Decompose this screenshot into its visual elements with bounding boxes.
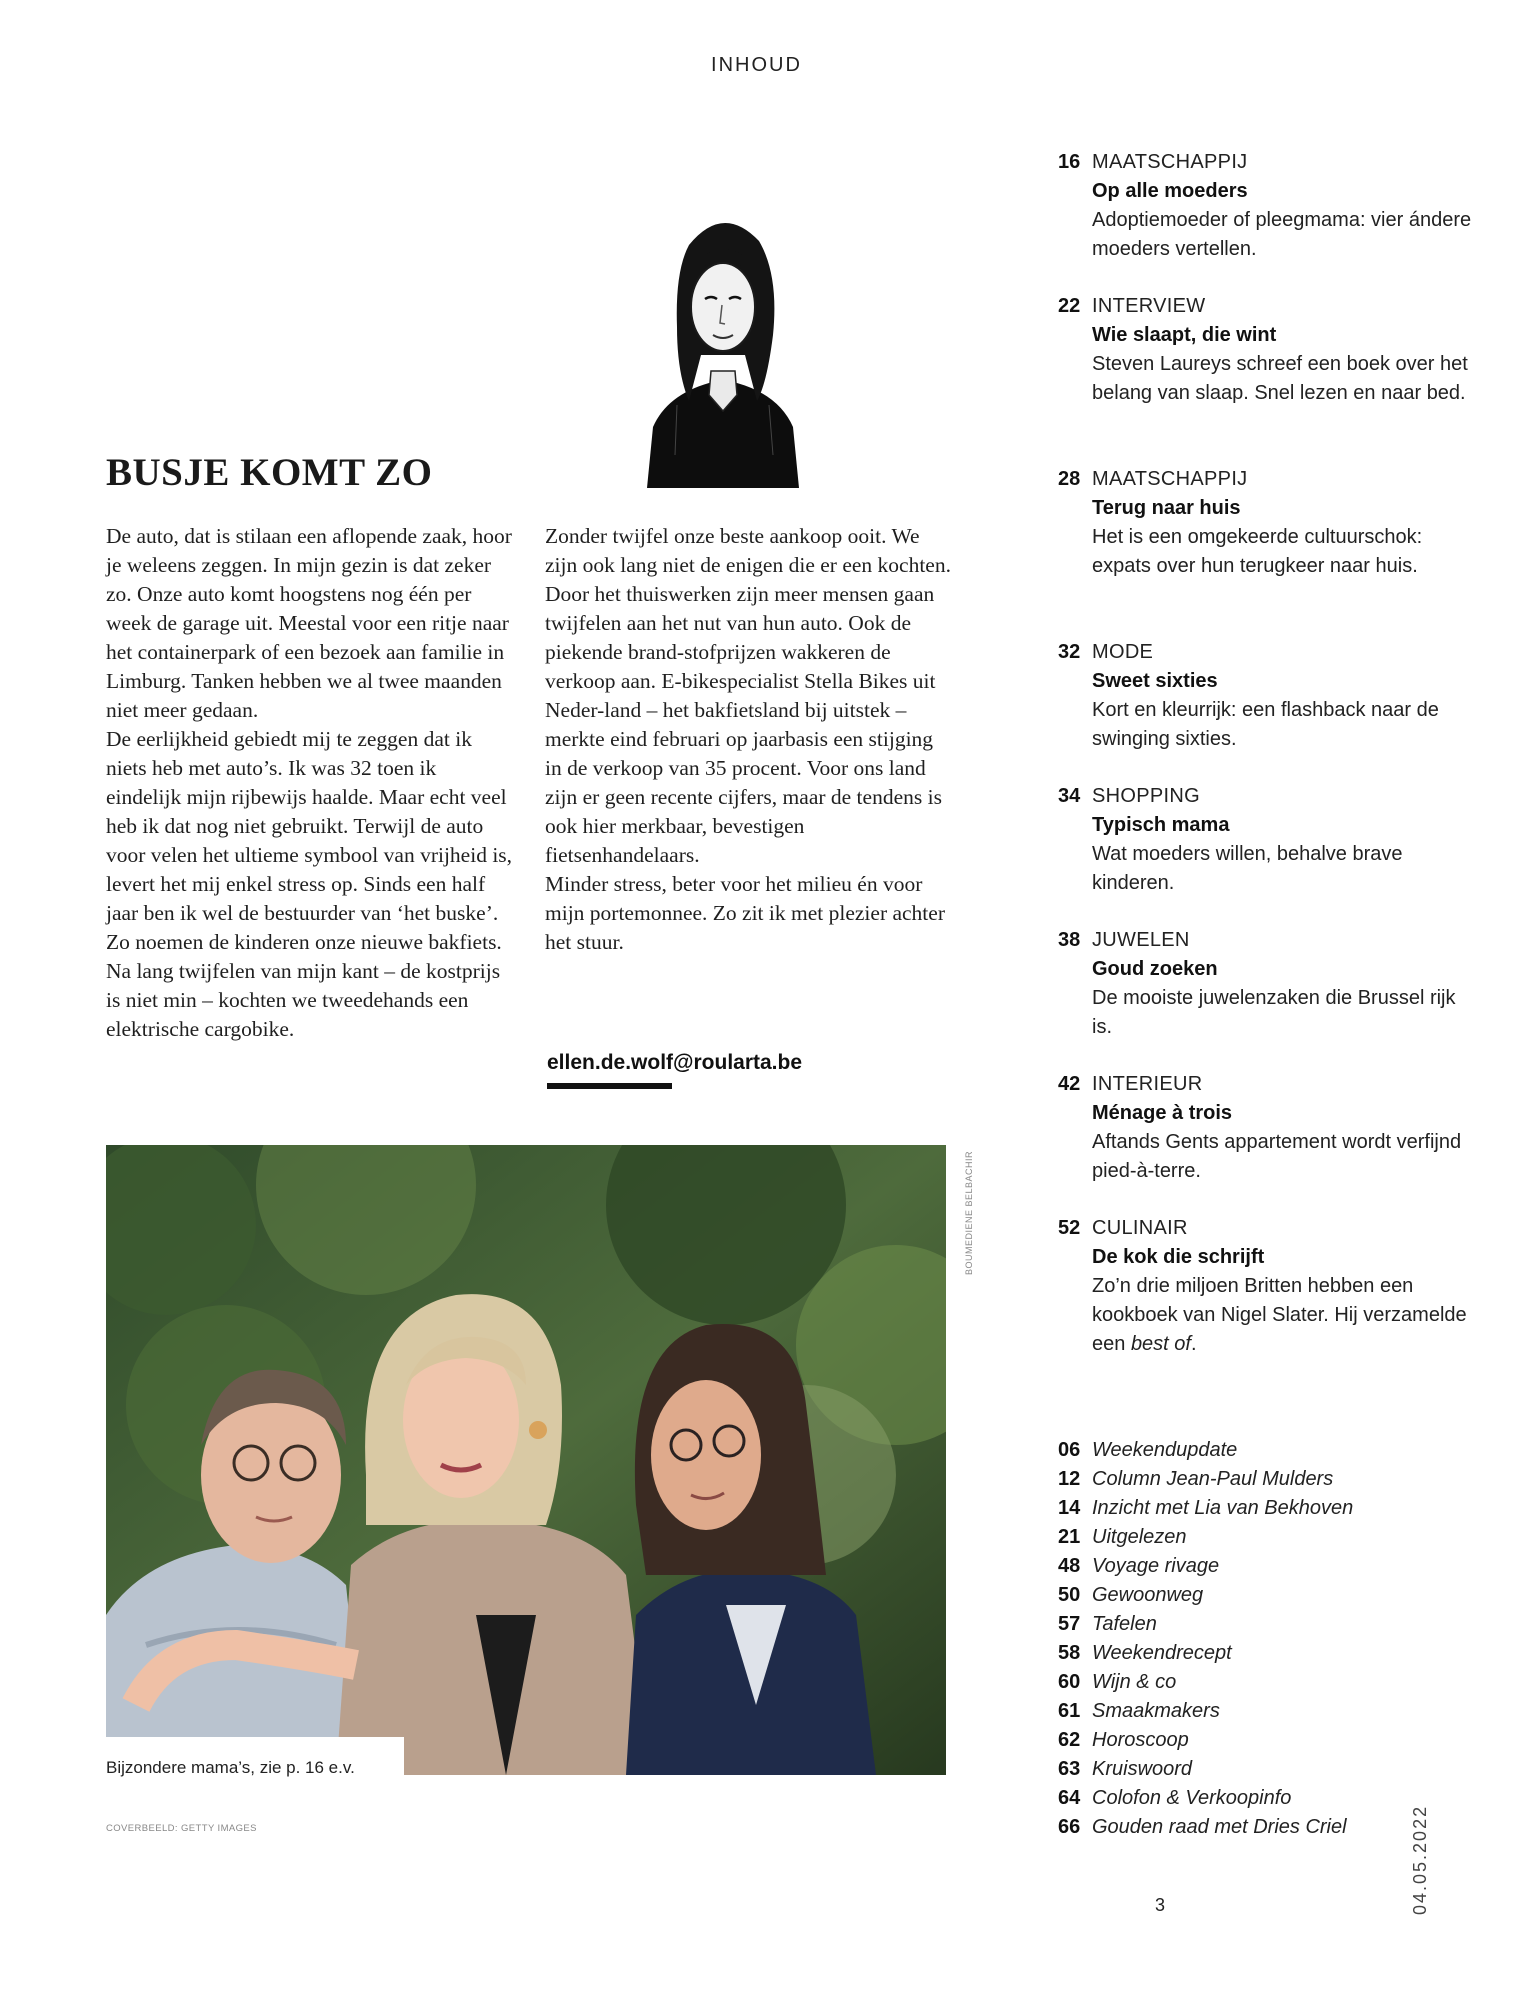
author-portrait <box>617 205 829 488</box>
toc-category: MAATSCHAPPIJ <box>1092 151 1248 173</box>
toc-entry[interactable] <box>1058 926 1478 1042</box>
toc-description: Het is een omgekeerde cultuurschok: expats over hun terugkeer naar huis. <box>1092 526 1423 577</box>
editorial-paragraph: De eerlijkheid gebiedt mij te zeggen dat ik niets heb met auto’s. Ik was 32 toen ik eindelijk mijn rijbewijs haalde. Maar echt veel heb ik dat nog niet gebruikt. Terwijl de auto voor velen het ultieme symbool van vrijheid is, levert het mij enkel stress op. Sinds een half jaar ben ik wel de bestuurder van ‘het buske’. Zo noemen de kinderen onze nieuwe bakfiets. Na lang twijfelen van mijn kant – de kostprijs is niet min – kochten we tweedehands een elektrische cargobike. <box>106 727 513 1041</box>
editorial-paragraph: Zonder twijfel onze beste aankoop ooit. We zijn ook lang niet de enigen die er een kochten. Door het thuiswerken zijn meer mensen gaan twijfelen aan het nut van hun auto. Ook de piekende brand-stofprijzen wakkeren de verkoop aan. E-bikespecialist Stella Bikes uit Neder-land – het bakfietsland bij uitstek – merkte eind februari op jaarbasis een stijging in de verkoop van 35 procent. Voor ons land zijn er geen recente cijfers, maar de tendens is ook hier merkbaar, bevestigen fietsenhandelaars. <box>545 524 951 867</box>
toc-entry[interactable] <box>1058 465 1478 581</box>
toc-entry[interactable] <box>1058 292 1478 408</box>
editorial-column-left <box>106 522 516 1044</box>
toc-title: Sweet sixties <box>1092 670 1218 692</box>
toc-page-number: 22 <box>1058 295 1081 317</box>
toc-page-number: 32 <box>1058 641 1081 663</box>
list-item[interactable]: 21 Uitgelezen <box>1058 1526 1187 1548</box>
toc-description: Zo’n drie miljoen Britten hebben een kookboek van Nigel Slater. Hij verzamelde een best of. <box>1092 1275 1467 1355</box>
toc-description: De mooiste juwelenzaken die Brussel rijk is. <box>1092 987 1456 1038</box>
toc-category: CULINAIR <box>1092 1217 1188 1239</box>
toc-category: MODE <box>1092 641 1154 663</box>
editorial-column-right <box>545 522 955 957</box>
photo-caption: Bijzondere mama’s, zie p. 16 e.v. <box>106 1758 355 1777</box>
list-item[interactable]: 62 Horoscoop <box>1058 1729 1189 1751</box>
toc-description: Adoptiemoeder of pleegmama: vier ándere moeders vertellen. <box>1092 209 1472 260</box>
toc-page-number: 52 <box>1058 1217 1081 1239</box>
photo-credit: BOUMEDIENE BELBACHIR <box>964 1150 974 1275</box>
section-header: INHOUD <box>711 54 802 76</box>
list-item[interactable]: 60 Wijn & co <box>1058 1671 1177 1693</box>
toc-page-number: 42 <box>1058 1073 1081 1095</box>
editorial-title: BUSJE KOMT ZO <box>106 451 433 494</box>
toc-title: Terug naar huis <box>1092 497 1241 519</box>
toc-category: SHOPPING <box>1092 785 1200 807</box>
list-item[interactable]: 06 Weekendupdate <box>1058 1439 1238 1461</box>
secondary-contents-list <box>1058 1436 1438 1842</box>
toc-entry[interactable] <box>1058 148 1478 264</box>
toc-title: Typisch mama <box>1092 814 1230 836</box>
toc-entry[interactable] <box>1058 1070 1478 1186</box>
toc-page-number: 28 <box>1058 468 1081 490</box>
issue-date: 04.05.2022 <box>1410 1804 1430 1915</box>
toc-title: Goud zoeken <box>1092 958 1218 980</box>
toc-description: Kort en kleurrijk: een flashback naar de swinging sixties. <box>1092 699 1439 750</box>
toc-description: Steven Laureys schreef een boek over het belang van slaap. Snel lezen en naar bed. <box>1092 353 1468 404</box>
list-item[interactable]: 14 Inzicht met Lia van Bekhoven <box>1058 1497 1354 1519</box>
cover-credit: COVERBEELD: GETTY IMAGES <box>106 1823 257 1834</box>
list-item[interactable]: 61 Smaakmakers <box>1058 1700 1220 1722</box>
toc-title: Wie slaapt, die wint <box>1092 324 1277 346</box>
list-item[interactable]: 63 Kruiswoord <box>1058 1758 1193 1780</box>
toc-title: De kok die schrijft <box>1092 1246 1265 1268</box>
toc-title: Op alle moeders <box>1092 180 1248 202</box>
cover-photo <box>106 1145 946 1775</box>
toc-page-number: 38 <box>1058 929 1081 951</box>
toc-description: Aftands Gents appartement wordt verfijnd pied-à-terre. <box>1092 1131 1462 1182</box>
toc-category: JUWELEN <box>1092 929 1190 951</box>
page-number: 3 <box>1154 1895 1165 1915</box>
toc-category: INTERIEUR <box>1092 1073 1203 1095</box>
list-item[interactable]: 64 Colofon & Verkoopinfo <box>1058 1787 1292 1809</box>
author-email-link[interactable]: ellen.de.wolf@roularta.be <box>547 1051 803 1074</box>
list-item[interactable]: 66 Gouden raad met Dries Criel <box>1058 1816 1347 1838</box>
email-underline-bar <box>547 1083 672 1089</box>
toc-category: MAATSCHAPPIJ <box>1092 468 1248 490</box>
editorial-paragraph: De auto, dat is stilaan een aflopende zaak, hoor je weleens zeggen. In mijn gezin is dat zeker zo. Onze auto komt hoogstens nog één per week de garage uit. Meestal voor een ritje naar het containerpark of een bezoek aan familie in Limburg. Tanken hebben we al twee maanden niet meer gedaan. <box>106 524 512 722</box>
toc-category: INTERVIEW <box>1092 295 1206 317</box>
list-item[interactable]: 48 Voyage rivage <box>1058 1555 1220 1577</box>
toc-page-number: 34 <box>1058 785 1081 807</box>
list-item[interactable]: 58 Weekendrecept <box>1058 1642 1232 1664</box>
editorial-paragraph: Minder stress, beter voor het milieu én voor mijn portemonnee. Zo zit ik met plezier achter het stuur. <box>545 872 945 954</box>
toc-entry[interactable] <box>1058 1214 1478 1359</box>
toc-page-number: 16 <box>1058 151 1081 173</box>
list-item[interactable]: 57 Tafelen <box>1058 1613 1157 1635</box>
toc-description: Wat moeders willen, behalve brave kinderen. <box>1092 843 1403 894</box>
toc-entry[interactable] <box>1058 638 1478 754</box>
list-item[interactable]: 50 Gewoonweg <box>1058 1584 1204 1606</box>
list-item[interactable]: 12 Column Jean-Paul Mulders <box>1058 1468 1334 1490</box>
toc-title: Ménage à trois <box>1092 1102 1233 1124</box>
toc-entry[interactable] <box>1058 782 1478 898</box>
